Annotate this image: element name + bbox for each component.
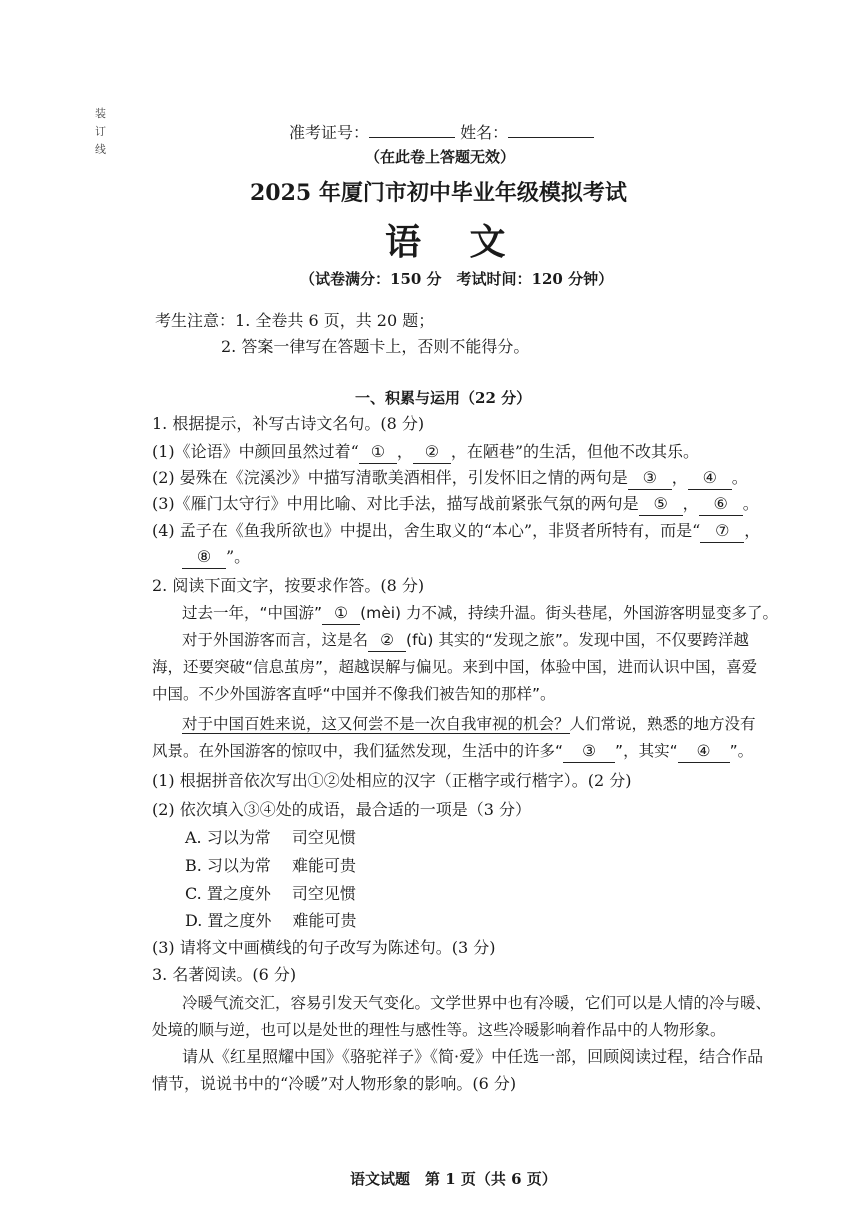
exam-title: 2025 年厦门市初中毕业年级模拟考试 xyxy=(250,180,627,206)
passage-text: 风景。在外国游客的惊叹中，我们猛然发现，生活中的许多“ xyxy=(152,742,564,760)
passage-text: 人们常说，熟悉的地方没有 xyxy=(569,715,756,733)
passage-text: 过去一年，“中国游” xyxy=(182,604,323,622)
name-label: 姓名： xyxy=(460,123,509,142)
blank-2: ② xyxy=(413,441,451,464)
binding-margin-text: 装订线 xyxy=(95,107,106,156)
q2-passage-line xyxy=(182,602,778,625)
q3-prompt-line: 请从《红星照耀中国》《骆驼祥子》《简·爱》中任选一部，回顾阅读过程，结合作品 xyxy=(182,1047,764,1066)
passage-text: 对于外国游客而言，这是名 xyxy=(182,631,369,649)
underlined-sentence: 对于中国百姓来说，这又何尝不是一次自我审视的机会？ xyxy=(182,715,570,733)
blank-7: ⑦ xyxy=(700,520,744,543)
option-d: D. 置之度外 难能可贵 xyxy=(185,911,357,930)
exam-number-row xyxy=(289,122,594,144)
blank-8: ⑧ xyxy=(182,546,226,569)
instruction-item: 2. 答案一律写在答题卡上，否则不能得分。 xyxy=(221,337,530,356)
passage-text: ”，其实“ xyxy=(615,742,678,760)
blank-1: ① xyxy=(359,441,397,464)
q2-passage-line xyxy=(182,713,756,735)
q1-text: ， xyxy=(671,468,688,487)
passage-text: ”。 xyxy=(729,742,754,760)
passage-blank-4: ④ xyxy=(678,740,730,763)
subject-title: 语 文 xyxy=(385,221,524,263)
q2-passage-line: 海，还要突破“信息茧房”，超越误解与偏见。来到中国，体验中国，进而认识中国，喜爱 xyxy=(152,658,758,676)
q2-passage-line xyxy=(182,629,749,652)
q1-line-5 xyxy=(182,546,250,569)
passage-text: (mèi) 力不减，持续升温。街头巷尾，外国游客明显变多了。 xyxy=(360,604,779,622)
page-footer: 语文试题 第 1 页（共 6 页） xyxy=(350,1170,557,1188)
option-b: B. 习以为常 难能可贵 xyxy=(185,856,357,875)
blank-6: ⑥ xyxy=(699,493,743,516)
q3-passage-line: 冷暖气流交汇，容易引发天气变化。文学世界中也有冷暖，它们可以是人情的冷与暖、 xyxy=(182,994,772,1012)
q1-text: (2) 晏殊在《浣溪沙》中描写清歌美酒相伴，引发怀旧之情的两句是 xyxy=(152,468,628,487)
name-blank xyxy=(508,137,594,138)
blank-3: ③ xyxy=(628,467,672,490)
blank-4: ④ xyxy=(688,467,732,490)
q1-text: 。 xyxy=(731,468,748,487)
q1-stem: 1. 根据提示，补写古诗文名句。(8 分) xyxy=(152,414,425,433)
q2-sub-question-3: (3) 请将文中画横线的句子改写为陈述句。(3 分) xyxy=(152,938,496,957)
q1-line-1 xyxy=(152,441,699,464)
q1-text: (1)《论语》中颜回虽然过着“ xyxy=(152,442,359,461)
q3-stem: 3. 名著阅读。(6 分) xyxy=(152,965,297,984)
q1-text: (4) 孟子在《鱼我所欲也》中提出，舍生取义的“本心”，非贤者所特有，而是“ xyxy=(152,521,701,540)
q2-stem: 2. 阅读下面文字，按要求作答。(8 分) xyxy=(152,576,425,595)
option-c: C. 置之度外 司空见惯 xyxy=(185,884,356,903)
passage-blank-3: ③ xyxy=(563,740,615,763)
q1-text: ， xyxy=(396,442,413,461)
q1-text: ”。 xyxy=(226,547,251,566)
q1-text: ， xyxy=(744,521,761,540)
q3-passage-line: 处境的顺与逆，也可以是处世的理性与感性等。这些冷暖影响着作品中的人物形象。 xyxy=(152,1021,726,1039)
exam-meta: （试卷满分：150 分 考试时间：120 分钟） xyxy=(300,270,614,288)
passage-blank-2: ② xyxy=(368,629,406,652)
q2-passage-line xyxy=(152,740,753,763)
passage-text: (fù) 其实的“发现之旅”。发现中国，不仅要跨洋越 xyxy=(406,631,749,649)
section-title: 一、积累与运用（22 分） xyxy=(355,389,532,407)
q1-text: 。 xyxy=(742,494,759,513)
q1-text: (3)《雁门太守行》中用比喻、对比手法，描写战前紧张气氛的两句是 xyxy=(152,494,639,513)
q2-sub-question-1: (1) 根据拼音依次写出①②处相应的汉字（正楷字或行楷字）。(2 分) xyxy=(152,771,632,790)
q1-text: ，在陋巷”的生活，但他不改其乐。 xyxy=(450,442,700,461)
q1-line-2 xyxy=(152,467,748,490)
q2-sub-question-2: (2) 依次填入③④处的成语，最合适的一项是（3 分） xyxy=(152,800,532,819)
q3-prompt-line: 情节，说说书中的“冷暖”对人物形象的影响。(6 分) xyxy=(152,1074,517,1093)
passage-blank-1: ① xyxy=(322,602,360,625)
exam-number-blank xyxy=(369,137,455,138)
instructions-row-1 xyxy=(155,310,434,332)
exam-number-label: 准考证号： xyxy=(289,123,370,142)
instructions-label: 考生注意： xyxy=(155,311,236,330)
option-a: A. 习以为常 司空见惯 xyxy=(185,828,356,847)
q1-line-4 xyxy=(152,520,760,543)
blank-5: ⑤ xyxy=(639,493,683,516)
instruction-item: 1. 全卷共 6 页，共 20 题； xyxy=(235,311,435,330)
q1-text: ， xyxy=(682,494,699,513)
answer-invalid-notice: （在此卷上答题无效） xyxy=(365,148,516,166)
q1-line-3 xyxy=(152,493,759,516)
q2-passage-line: 中国。不少外国游客直呼“中国并不像我们被告知的那样”。 xyxy=(152,685,556,703)
